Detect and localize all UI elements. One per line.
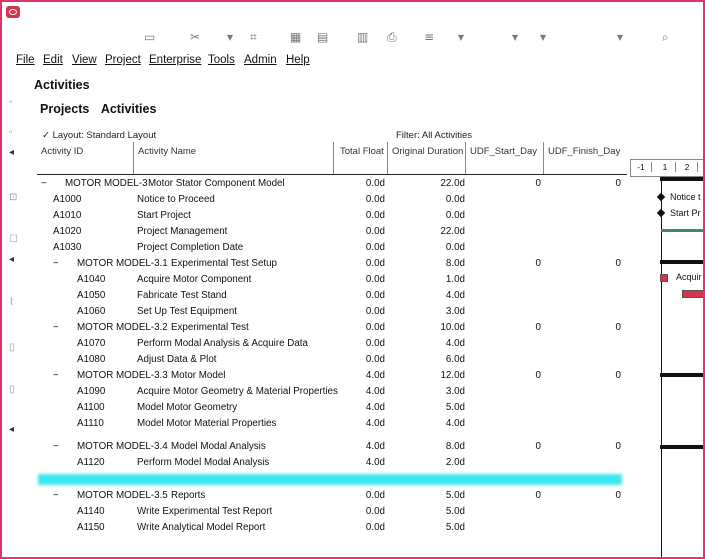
row-highlight (38, 474, 622, 485)
column-header-total-float[interactable]: Total Float (333, 142, 388, 174)
collapse-toggle-icon[interactable]: − (41, 178, 47, 189)
collapse-toggle-icon[interactable]: − (53, 490, 59, 501)
wbs-name: Motor Model (171, 370, 226, 381)
total-float-value: 0.0d (365, 290, 385, 301)
sidebar-icon[interactable]: ▯ (9, 384, 15, 395)
gantt-bar[interactable] (661, 229, 705, 232)
app-icon (6, 6, 20, 18)
gantt-summary-bar[interactable] (660, 177, 705, 181)
gantt-milestone[interactable] (657, 209, 665, 217)
total-float-value: 0.0d (365, 258, 385, 269)
column-header-udf-finish[interactable]: UDF_Finish_Day (543, 142, 628, 174)
original-duration-value: 8.0d (445, 441, 465, 452)
udf-finish-value: 0 (615, 322, 621, 333)
tab-activities[interactable]: Activities (100, 102, 157, 116)
table-row[interactable] (37, 504, 627, 520)
wbs-code: MOTOR MODEL-3.5 (77, 490, 168, 501)
wbs-name: Model Modal Analysis (171, 441, 266, 452)
wbs-code: MOTOR MODEL-3.2 (77, 322, 168, 333)
udf-start-value: 0 (535, 322, 541, 333)
table-row[interactable] (37, 352, 627, 368)
original-duration-value: 22.0d (440, 226, 465, 237)
collapse-arrow-icon[interactable]: ◂ (9, 147, 15, 158)
total-float-value: 0.0d (365, 194, 385, 205)
grid-icon[interactable]: ▦ (290, 30, 302, 44)
menu-project[interactable]: Project (105, 54, 141, 66)
activity-id: A1000 (53, 194, 82, 205)
wbs-row[interactable] (37, 256, 627, 272)
total-float-value: 0.0d (365, 178, 385, 189)
table-row[interactable] (37, 240, 627, 256)
original-duration-value: 4.0d (445, 418, 465, 429)
collapse-toggle-icon[interactable]: − (53, 258, 59, 269)
total-float-value: 0.0d (365, 306, 385, 317)
activity-name: Project Management (137, 226, 228, 237)
total-float-value: 4.0d (365, 441, 385, 452)
total-float-value: 0.0d (365, 522, 385, 533)
activity-name: Project Completion Date (137, 242, 244, 253)
original-duration-value: 0.0d (445, 242, 465, 253)
table-row[interactable] (37, 520, 627, 536)
activity-id: A1120 (77, 457, 105, 468)
original-duration-value: 3.0d (445, 306, 465, 317)
udf-finish-value: 0 (615, 370, 621, 381)
sidebar-icon[interactable]: ▫ (9, 127, 13, 138)
dropdown-icon[interactable]: ▾ (227, 30, 234, 44)
table-row[interactable] (37, 208, 627, 224)
activity-name: Adjust Data & Plot (137, 354, 217, 365)
filter-icon[interactable]: ⌗ (250, 30, 257, 44)
column-header-original-duration[interactable]: Original Duration (387, 142, 466, 174)
tab-projects[interactable]: Projects (40, 102, 90, 116)
cut-icon[interactable]: ✂ (190, 30, 201, 44)
dropdown-icon[interactable]: ▾ (512, 30, 519, 44)
activity-name: Write Experimental Test Report (137, 506, 273, 517)
dropdown-icon[interactable]: ▾ (540, 30, 547, 44)
total-float-value: 4.0d (365, 418, 385, 429)
filter-label[interactable]: Filter: All Activities (396, 130, 473, 141)
layout-label[interactable]: ✓ Layout: Standard Layout (42, 130, 157, 141)
print-icon[interactable]: ⎙ (387, 30, 397, 44)
total-float-value: 4.0d (365, 370, 385, 381)
wbs-row[interactable] (37, 176, 627, 192)
total-float-value: 4.0d (365, 402, 385, 413)
open-icon[interactable]: ▭ (144, 30, 156, 44)
udf-finish-value: 0 (615, 490, 621, 501)
gantt-activity-bar[interactable] (660, 274, 668, 282)
menu-help[interactable]: Help (286, 54, 310, 66)
activity-id: A1080 (77, 354, 106, 365)
total-float-value: 0.0d (365, 242, 385, 253)
activity-name: Write Analytical Model Report (137, 522, 266, 533)
gantt-data-date-line (661, 177, 662, 557)
original-duration-value: 8.0d (445, 258, 465, 269)
table-row[interactable] (37, 224, 627, 240)
total-float-value: 0.0d (365, 274, 385, 285)
layout-icon[interactable]: ▥ (357, 30, 369, 44)
original-duration-value: 6.0d (445, 354, 465, 365)
total-float-value: 4.0d (365, 457, 385, 468)
activity-name: Start Project (137, 210, 191, 221)
original-duration-value: 2.0d (445, 457, 465, 468)
activity-id: A1150 (77, 522, 105, 533)
activity-id: A1030 (53, 242, 82, 253)
collapse-arrow-icon[interactable]: ◂ (9, 254, 15, 265)
original-duration-value: 5.0d (445, 402, 465, 413)
sidebar-icon[interactable]: ⊡ (9, 192, 18, 203)
udf-finish-value: 0 (615, 441, 621, 452)
table-row[interactable] (37, 288, 627, 304)
udf-start-value: 0 (535, 258, 541, 269)
activity-id: A1100 (77, 402, 105, 413)
total-float-value: 0.0d (365, 322, 385, 333)
activity-name: Fabricate Test Stand (137, 290, 227, 301)
original-duration-value: 12.0d (440, 370, 465, 381)
gantt-label-notice: Notice t (670, 192, 701, 202)
udf-finish-value: 0 (615, 258, 621, 269)
original-duration-value: 5.0d (445, 506, 465, 517)
activity-name: Acquire Motor Geometry & Material Properties (137, 386, 338, 397)
activity-name: Perform Model Modal Analysis (137, 457, 270, 468)
column-header-udf-start[interactable]: UDF_Start_Day (465, 142, 544, 174)
activity-id: A1020 (53, 226, 82, 237)
total-float-value: 0.0d (365, 210, 385, 221)
header-divider (37, 174, 627, 175)
gantt-label-acquire: Acquir (676, 272, 702, 282)
gantt-activity-bar[interactable] (682, 290, 705, 298)
table-row[interactable] (37, 336, 627, 352)
columns-icon[interactable]: ▤ (317, 30, 329, 44)
activity-id: A1110 (77, 418, 104, 429)
total-float-value: 4.0d (365, 386, 385, 397)
activity-name: Model Motor Material Properties (137, 418, 277, 429)
column-header-activity-id[interactable]: Activity ID (41, 146, 84, 157)
table-row[interactable] (37, 384, 627, 400)
original-duration-value: 3.0d (445, 386, 465, 397)
table-row[interactable] (37, 455, 627, 471)
toolbar (22, 26, 702, 50)
activity-name: Perform Modal Analysis & Acquire Data (137, 338, 308, 349)
original-duration-value: 5.0d (445, 522, 465, 533)
udf-start-value: 0 (535, 490, 541, 501)
activity-id: A1140 (77, 506, 105, 517)
activity-id: A1070 (77, 338, 106, 349)
activity-id: A1010 (53, 210, 82, 221)
wbs-code: MOTOR MODEL-3 (65, 178, 148, 189)
original-duration-value: 0.0d (445, 210, 465, 221)
udf-start-value: 0 (535, 370, 541, 381)
table-row[interactable] (37, 272, 627, 288)
gantt-summary-bar[interactable] (660, 260, 705, 264)
original-duration-value: 5.0d (445, 490, 465, 501)
dropdown-icon[interactable]: ▾ (458, 30, 465, 44)
table-row[interactable] (37, 416, 627, 432)
sidebar-icon[interactable]: ☐ (9, 234, 18, 245)
column-header-activity-name[interactable]: Activity Name (133, 142, 334, 174)
wbs-code: MOTOR MODEL-3.1 (77, 258, 168, 269)
sidebar-icon[interactable]: ▫ (9, 97, 13, 108)
table-row[interactable] (37, 192, 627, 208)
page-title: Activities (34, 78, 90, 92)
gantt-tick: 2 (677, 162, 698, 172)
activity-name: Model Motor Geometry (137, 402, 238, 413)
collapse-toggle-icon[interactable]: − (53, 370, 59, 381)
wbs-code: MOTOR MODEL-3.4 (77, 441, 168, 452)
original-duration-value: 4.0d (445, 290, 465, 301)
gantt-timescale (630, 159, 705, 177)
collapse-toggle-icon[interactable]: − (53, 322, 59, 333)
sidebar-icon[interactable]: ▯ (9, 342, 15, 353)
total-float-value: 0.0d (365, 354, 385, 365)
total-float-value: 0.0d (365, 338, 385, 349)
dropdown-icon[interactable]: ▾ (617, 30, 624, 44)
menu-file[interactable]: File (16, 54, 35, 66)
align-icon[interactable]: ≡ (424, 30, 435, 44)
total-float-value: 0.0d (365, 226, 385, 237)
activity-id: A1060 (77, 306, 106, 317)
original-duration-value: 22.0d (440, 178, 465, 189)
wbs-row[interactable] (37, 320, 627, 336)
sidebar-icon[interactable]: ⌇ (9, 297, 14, 308)
menu-enterprise[interactable]: Enterprise (149, 54, 202, 66)
activity-name: Set Up Test Equipment (137, 306, 238, 317)
total-float-value: 0.0d (365, 506, 385, 517)
gantt-chart (630, 159, 705, 559)
gantt-label-start: Start Pr (670, 208, 701, 218)
table-row[interactable] (37, 400, 627, 416)
wbs-row[interactable] (37, 368, 627, 384)
activity-id: A1050 (77, 290, 106, 301)
wbs-name: Reports (171, 490, 206, 501)
original-duration-value: 4.0d (445, 338, 465, 349)
tab-bar (40, 102, 156, 116)
total-float-value: 0.0d (365, 490, 385, 501)
original-duration-value: 0.0d (445, 194, 465, 205)
gantt-tick: -1 (631, 162, 652, 172)
wbs-code: MOTOR MODEL-3.3 (77, 370, 168, 381)
menu-edit[interactable]: Edit (43, 54, 63, 66)
gantt-summary-bar[interactable] (660, 445, 705, 449)
menu-view[interactable]: View (72, 54, 97, 66)
activity-id: A1040 (77, 274, 106, 285)
wbs-name: Experimental Test (171, 322, 249, 333)
original-duration-value: 1.0d (445, 274, 465, 285)
gantt-milestone[interactable] (657, 193, 665, 201)
collapse-arrow-icon[interactable]: ◂ (9, 424, 15, 435)
gantt-tick: 1 (655, 162, 676, 172)
udf-start-value: 0 (535, 178, 541, 189)
zoom-icon[interactable]: ⌕ (662, 30, 669, 44)
menu-tools[interactable]: Tools (208, 54, 235, 66)
wbs-row[interactable] (37, 439, 627, 455)
gantt-summary-bar[interactable] (660, 373, 705, 377)
activity-id: A1090 (77, 386, 106, 397)
table-row[interactable] (37, 304, 627, 320)
collapse-toggle-icon[interactable]: − (53, 441, 59, 452)
activity-name: Notice to Proceed (137, 194, 215, 205)
wbs-row[interactable] (37, 488, 627, 504)
menu-admin[interactable]: Admin (244, 54, 277, 66)
activity-name: Acquire Motor Component (137, 274, 252, 285)
udf-finish-value: 0 (615, 178, 621, 189)
original-duration-value: 10.0d (440, 322, 465, 333)
wbs-name: Motor Stator Component Model (148, 178, 285, 189)
udf-start-value: 0 (535, 441, 541, 452)
wbs-name: Experimental Test Setup (171, 258, 278, 269)
